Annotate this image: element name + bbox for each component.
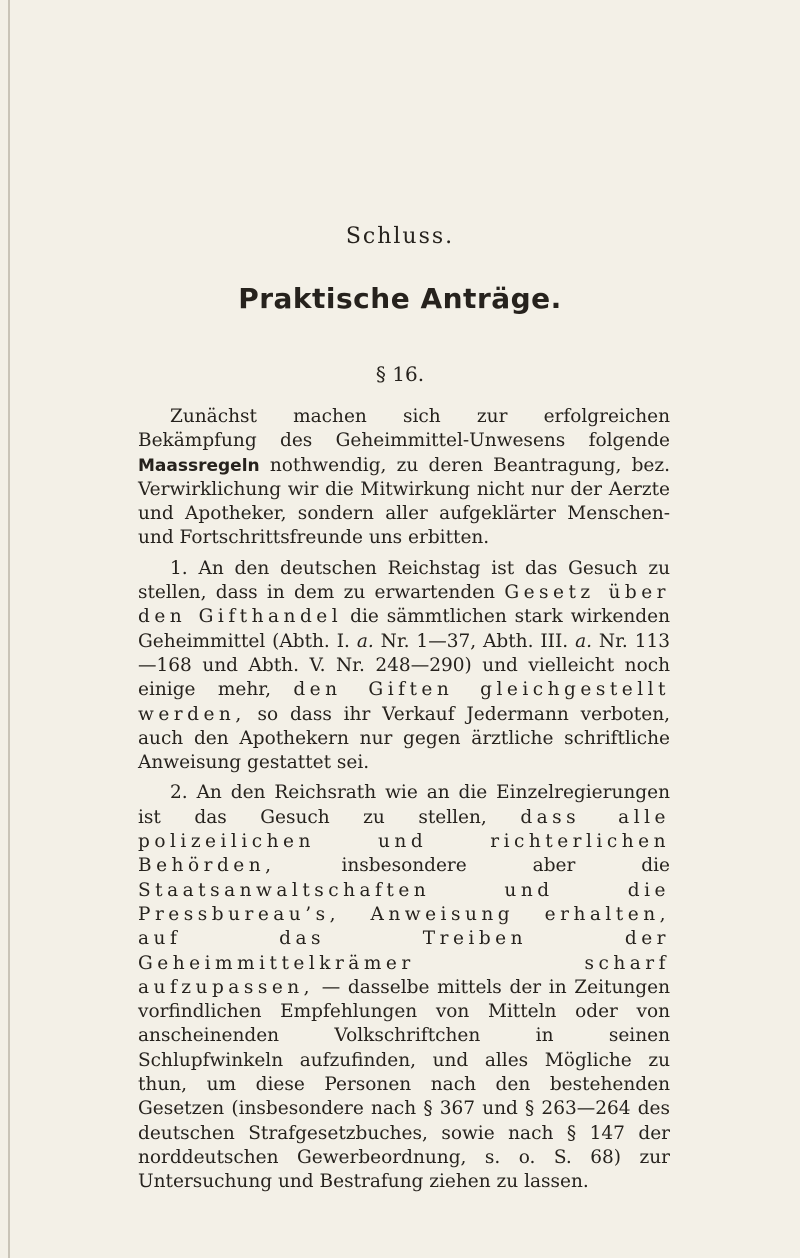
item-text: 2. An den Reichsrath wie an die Einzelregierungen ist das Gesuch zu stellen, — [138, 782, 670, 828]
spaced-emphasis: Staatsanwaltschaften und die Pressbureau’s, Anweisung erhalten, auf das Treiben der Geheimmittelkrämer scharf aufzupassen, — [138, 879, 670, 998]
request-item-1 — [138, 557, 670, 776]
item-text: Nr. 1—37, Abth. III. — [373, 630, 576, 652]
item-text: — dasselbe mittels der in Zeitungen vorfindlichen Empfehlungen von Mitteln oder von anscheinenden Volkschriftchen in seinen Schlupfwinkeln aufzufinden, und alles Mögliche zu thun, um diese Personen nach den bestehenden Gesetzen (insbesondere nach § 367 und § 263—264 des deutschen Strafgesetzbuches, sowie nach § 147 der norddeutschen Gewerbeordnung, s. o. S. 68) zur Untersuchung und Bestrafung ziehen zu lassen. — [138, 976, 670, 1193]
item-text: so dass ihr Verkauf Jedermann verboten, auch den Apothekern nur gegen ärztliche schriftliche Anweisung gestattet sei. — [138, 703, 670, 774]
intro-paragraph — [138, 405, 670, 551]
request-item-2 — [138, 781, 670, 1194]
page-edge — [8, 0, 10, 1258]
paragraph-number: § 16. — [375, 362, 425, 386]
spaced-emphasis: den Giften gleichgestellt werden, — [138, 679, 670, 725]
chapter-heading: Schluss. — [345, 224, 455, 249]
item-text: insbesondere aber die — [275, 855, 670, 877]
body-text — [138, 405, 670, 1195]
section-title: Praktische Anträge. — [238, 282, 562, 315]
intro-text: nothwendig, zu deren Beantragung, bez. Verwirklichung wir die Mitwirkung nicht nur der Aerzte und Apotheker, sondern aller aufgeklärter Menschen- und Fortschrittsfreunde uns erbitten. — [138, 454, 670, 549]
spaced-emphasis: dass alle polizeilichen und richterlichen Behörden, — [138, 806, 670, 877]
item-text: 1. An den deutschen Reichstag ist das Gesuch zu stellen, dass in dem zu erwartenden — [138, 557, 670, 604]
spaced-emphasis: Gesetz über den Gifthandel — [138, 582, 670, 628]
item-text: Nr. 113—168 und Abth. V. Nr. 248—290) und vielleicht noch einige mehr, — [138, 630, 671, 701]
emphasized-term: Maassregeln — [138, 455, 260, 476]
intro-text: Zunächst machen sich zur erfolgreichen Bekämpfung des Geheimmittel-Unwesens folgende — [138, 406, 670, 452]
italic-letter: a. — [575, 630, 592, 652]
italic-letter: a. — [356, 630, 374, 652]
item-text: die sämmtlichen stark wirkenden Geheimmittel (Abth. I. — [138, 606, 670, 652]
